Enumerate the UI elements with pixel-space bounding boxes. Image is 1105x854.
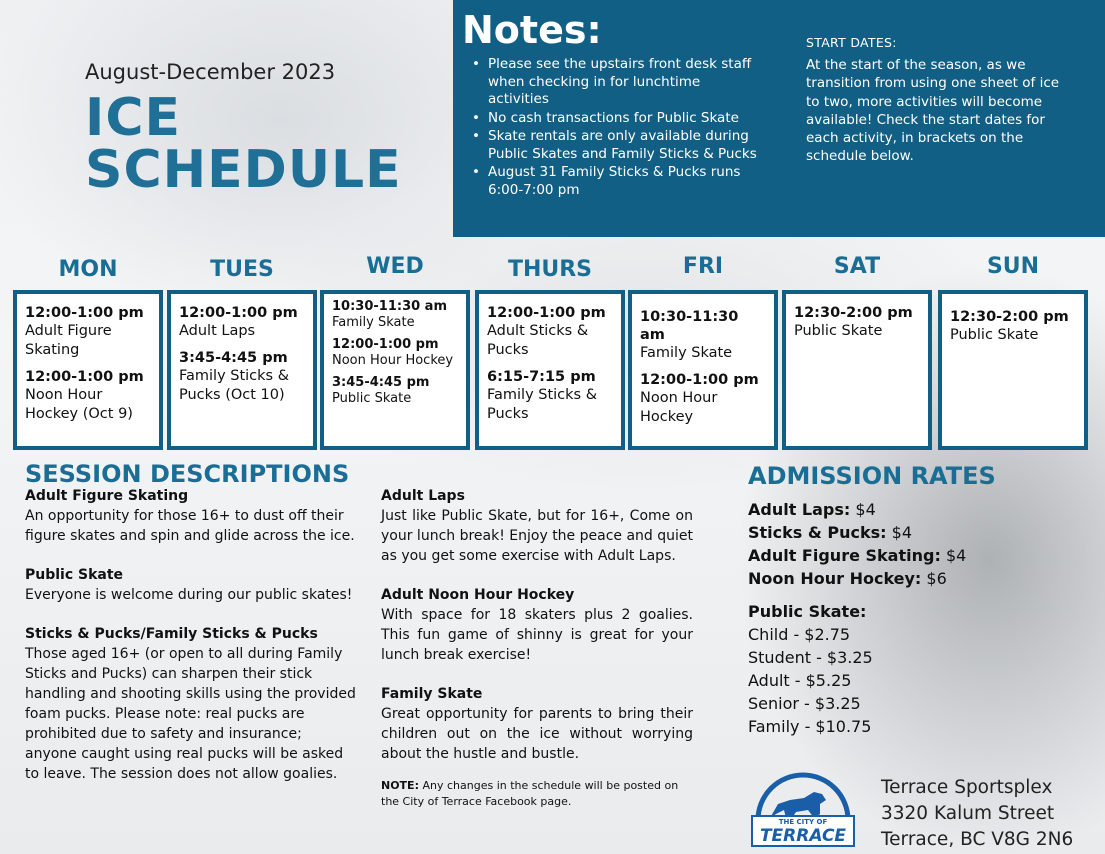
admission-rates-list <box>748 498 1078 738</box>
slot-activity: Public Skate <box>950 327 1039 343</box>
schedule-slot <box>640 371 766 427</box>
session-heading: Public Skate <box>25 567 124 583</box>
day-heading-sun: SUN <box>986 254 1040 279</box>
day-heading-fri: FRI <box>682 254 724 279</box>
note-item: • Please see the upstairs front desk staff when checking in for lunchtime activities <box>470 56 760 109</box>
slot-activity: Noon Hour Hockey <box>332 353 454 368</box>
public-rate-item: Senior - $3.25 <box>748 694 861 713</box>
session-item <box>381 586 693 665</box>
day-heading-sat: SAT <box>833 254 881 279</box>
session-column-1 <box>25 487 357 804</box>
start-dates-text: At the start of the season, as we transition from using one sheet of ice to two, more activities will become available! Check the start dates for each activity, in brackets on the schedule below. <box>806 57 1060 165</box>
schedule-slot <box>640 308 766 363</box>
slot-time: 12:30-2:00 pm <box>950 309 1069 325</box>
slot-activity: Family Sticks & Pucks (Oct 10) <box>179 368 290 403</box>
start-dates-heading: START DATES: <box>806 35 897 50</box>
session-item <box>381 685 693 764</box>
day-heading-wed: WED <box>366 254 424 279</box>
note-label: NOTE: <box>381 779 419 792</box>
day-heading-tues: TUES <box>210 257 274 282</box>
note-item: • Skate rentals are only available during Public Skates and Family Sticks & Pucks <box>470 128 760 163</box>
schedule-slot <box>950 308 1076 345</box>
notes-list <box>470 56 760 200</box>
day-box-tues <box>167 290 317 450</box>
session-text: With space for 18 skaters plus 2 goalies. This fun game of shinny is great for your lunch break exercise! <box>381 607 693 663</box>
day-box-mon <box>13 290 163 450</box>
schedule-slot <box>332 375 458 407</box>
slot-activity: Public Skate <box>794 323 883 339</box>
session-item <box>381 487 693 566</box>
slot-time: 12:00-1:00 pm <box>640 372 759 388</box>
day-heading-mon: MON <box>58 257 118 282</box>
slot-activity: Family Sticks & Pucks <box>487 387 598 422</box>
session-heading: Adult Laps <box>381 488 465 504</box>
slot-activity: Family Skate <box>640 345 733 361</box>
slot-time: 12:00-1:00 pm <box>179 305 298 321</box>
address-line: 3320 Kalum Street <box>881 803 1055 824</box>
note-text: Any changes in the schedule will be posted on the City of Terrace Facebook page. <box>381 779 679 808</box>
slot-activity: Family Skate <box>332 315 415 330</box>
slot-time: 12:30-2:00 pm <box>794 305 913 321</box>
rate-price: $4 <box>855 500 876 519</box>
admission-rates-title: ADMISSION RATES <box>748 462 996 490</box>
slot-activity: Noon Hour Hockey <box>640 390 718 425</box>
slot-time: 3:45-4:45 pm <box>332 375 430 390</box>
public-rate-item: Adult - $5.25 <box>748 671 852 690</box>
slot-time: 10:30-11:30 am <box>332 299 448 314</box>
schedule-slot <box>179 349 305 405</box>
title-line-1: ICE <box>85 88 182 148</box>
logo-name-text: TERRACE <box>759 826 847 846</box>
session-column-2 <box>381 487 693 810</box>
slot-activity: Adult Sticks & Pucks <box>487 323 589 358</box>
rate-label: Adult Laps: <box>748 500 851 519</box>
session-text: Those aged 16+ (or open to all during Family Sticks and Pucks) can sharpen their stick handling and shooting skills using the provided foam pucks. Please note: real pucks are prohibited due to safety and insurance; anyone caught using real pucks will be asked to leave. The session does not allow goalies. <box>25 646 356 782</box>
session-text: Just like Public Skate, but for 16+, Come on your lunch break! Enjoy the peace and quiet as you get some exercise with Adult Laps. <box>381 508 693 564</box>
rate-price: $4 <box>945 546 967 565</box>
day-box-thurs <box>475 290 625 450</box>
session-item <box>25 487 357 546</box>
note-item: • August 31 Family Sticks & Pucks runs 6:00-7:00 pm <box>470 164 760 199</box>
rate-label: Noon Hour Hockey: <box>748 569 922 588</box>
page-title <box>85 88 402 200</box>
session-text: Great opportunity for parents to bring their children out on the ice without worrying about the hustle and bustle. <box>381 706 693 762</box>
session-heading: Adult Figure Skating <box>25 488 189 504</box>
slot-time: 12:00-1:00 pm <box>332 337 439 352</box>
public-skate-rates-title: Public Skate: <box>748 602 867 621</box>
schedule-slot <box>794 304 920 341</box>
slot-time: 12:00-1:00 pm <box>487 305 606 321</box>
public-rate-item: Child - $2.75 <box>748 625 851 644</box>
rate-label: Sticks & Pucks: <box>748 523 887 542</box>
session-descriptions-title: SESSION DESCRIPTIONS <box>25 460 350 488</box>
session-heading: Family Skate <box>381 686 483 702</box>
day-heading-thurs: THURS <box>507 257 593 282</box>
day-box-sat <box>782 290 932 450</box>
schedule-slot <box>332 299 458 331</box>
schedule-slot <box>487 304 613 360</box>
address-line: Terrace Sportsplex <box>881 777 1053 798</box>
rate-item <box>748 567 1078 590</box>
schedule-slot <box>487 368 613 424</box>
schedule-slot <box>25 304 151 360</box>
slot-time: 10:30-11:30 am <box>640 309 739 343</box>
notes-title: Notes: <box>462 8 602 52</box>
slot-time: 12:00-1:00 pm <box>25 305 144 321</box>
slot-time: 3:45-4:45 pm <box>179 350 288 366</box>
facility-address <box>881 775 1073 853</box>
slot-activity: Adult Laps <box>179 323 256 339</box>
rate-item <box>748 498 1078 521</box>
schedule-slot <box>179 304 305 341</box>
session-heading: Adult Noon Hour Hockey <box>381 587 575 603</box>
rate-item <box>748 544 1078 567</box>
address-line: Terrace, BC V8G 2N6 <box>881 829 1074 850</box>
rate-price: $4 <box>891 523 913 542</box>
slot-time: 12:00-1:00 pm <box>25 369 144 385</box>
title-line-2: SCHEDULE <box>85 140 402 200</box>
schedule-period: August-December 2023 <box>85 60 336 84</box>
day-box-wed <box>320 290 470 450</box>
session-item <box>25 566 357 605</box>
rate-label: Adult Figure Skating: <box>748 546 941 565</box>
public-rate-item: Student - $3.25 <box>748 648 873 667</box>
session-text: An opportunity for those 16+ to dust off their figure skates and spin and glide across the ice. <box>25 508 355 544</box>
schedule-change-note <box>381 778 693 810</box>
session-item <box>25 625 357 784</box>
slot-activity: Noon Hour Hockey (Oct 9) <box>25 387 133 422</box>
slot-activity: Public Skate <box>332 391 412 406</box>
day-box-fri <box>628 290 778 450</box>
logo-top-text: THE CITY OF <box>778 818 828 826</box>
session-heading: Sticks & Pucks/Family Sticks & Pucks <box>25 626 318 642</box>
note-item: • No cash transactions for Public Skate <box>470 110 760 128</box>
slot-activity: Adult Figure Skating <box>25 323 112 358</box>
city-of-terrace-logo <box>748 770 858 850</box>
day-box-sun <box>938 290 1088 450</box>
rate-item <box>748 521 1078 544</box>
rate-price: $6 <box>926 569 947 588</box>
schedule-slot <box>25 368 151 424</box>
slot-time: 6:15-7:15 pm <box>487 369 596 385</box>
public-rate-item: Family - $10.75 <box>748 717 872 736</box>
schedule-slot <box>332 337 458 369</box>
session-text: Everyone is welcome during our public skates! <box>25 587 353 603</box>
